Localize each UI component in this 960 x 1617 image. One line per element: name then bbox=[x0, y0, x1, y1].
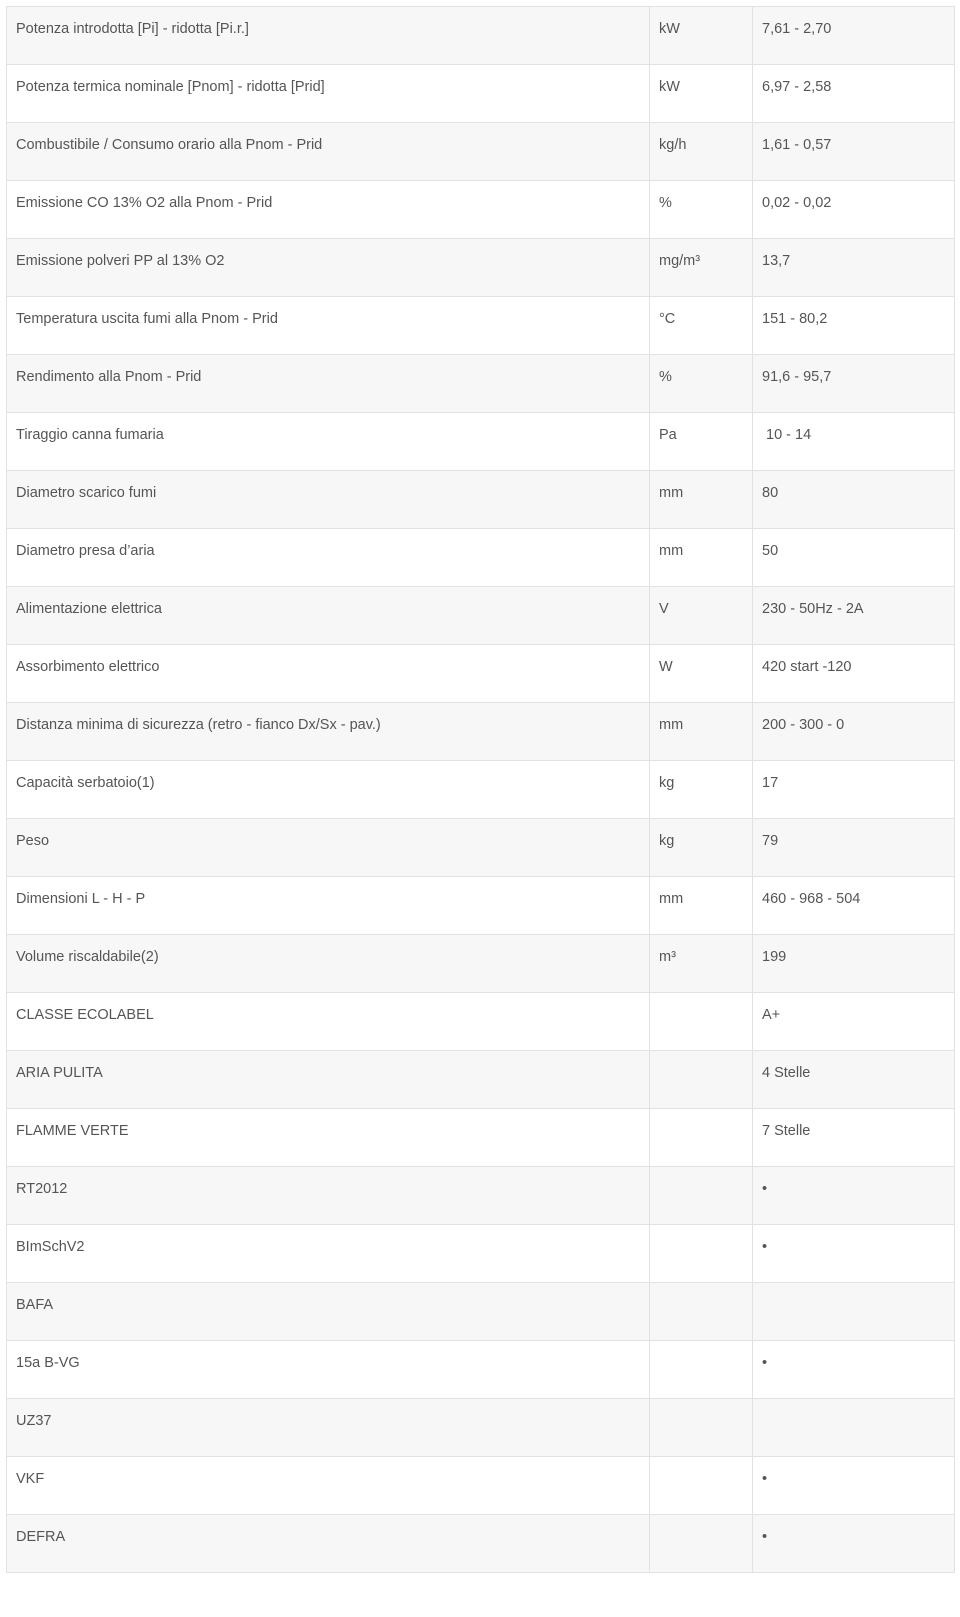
table-row bbox=[7, 645, 955, 703]
spec-unit bbox=[650, 1515, 753, 1573]
table-row bbox=[7, 1457, 955, 1515]
spec-table bbox=[6, 6, 955, 1573]
spec-value: 4 Stelle bbox=[753, 1051, 955, 1109]
table-row bbox=[7, 65, 955, 123]
spec-unit: V bbox=[650, 587, 753, 645]
spec-unit: °C bbox=[650, 297, 753, 355]
spec-value: 0,02 - 0,02 bbox=[753, 181, 955, 239]
spec-table-body bbox=[7, 7, 955, 1573]
spec-unit: kW bbox=[650, 65, 753, 123]
spec-unit: % bbox=[650, 355, 753, 413]
spec-unit: kW bbox=[650, 7, 753, 65]
spec-label: 15a B-VG bbox=[7, 1341, 650, 1399]
spec-label: Potenza introdotta [Pi] - ridotta [Pi.r.] bbox=[7, 7, 650, 65]
spec-value: • bbox=[753, 1225, 955, 1283]
spec-label: Peso bbox=[7, 819, 650, 877]
spec-label: Dimensioni L - H - P bbox=[7, 877, 650, 935]
table-row bbox=[7, 703, 955, 761]
spec-label: Diametro scarico fumi bbox=[7, 471, 650, 529]
spec-value: 17 bbox=[753, 761, 955, 819]
spec-label: Diametro presa d’aria bbox=[7, 529, 650, 587]
spec-value: 7 Stelle bbox=[753, 1109, 955, 1167]
spec-unit bbox=[650, 1051, 753, 1109]
spec-value: 1,61 - 0,57 bbox=[753, 123, 955, 181]
table-row bbox=[7, 761, 955, 819]
table-row bbox=[7, 529, 955, 587]
spec-unit: mm bbox=[650, 529, 753, 587]
spec-unit bbox=[650, 1225, 753, 1283]
spec-unit: % bbox=[650, 181, 753, 239]
spec-unit: mg/m³ bbox=[650, 239, 753, 297]
spec-unit: Pa bbox=[650, 413, 753, 471]
table-row bbox=[7, 1515, 955, 1573]
table-row bbox=[7, 123, 955, 181]
spec-value: 6,97 - 2,58 bbox=[753, 65, 955, 123]
table-row bbox=[7, 1225, 955, 1283]
spec-label: Volume riscaldabile(2) bbox=[7, 935, 650, 993]
spec-unit: kg bbox=[650, 819, 753, 877]
spec-label: DEFRA bbox=[7, 1515, 650, 1573]
spec-unit: kg/h bbox=[650, 123, 753, 181]
spec-unit bbox=[650, 1341, 753, 1399]
spec-label: Emissione polveri PP al 13% O2 bbox=[7, 239, 650, 297]
table-row bbox=[7, 819, 955, 877]
table-row bbox=[7, 181, 955, 239]
spec-value: 151 - 80,2 bbox=[753, 297, 955, 355]
spec-value: 7,61 - 2,70 bbox=[753, 7, 955, 65]
spec-unit bbox=[650, 1167, 753, 1225]
spec-value: 13,7 bbox=[753, 239, 955, 297]
spec-value: 91,6 - 95,7 bbox=[753, 355, 955, 413]
table-row bbox=[7, 471, 955, 529]
spec-label: VKF bbox=[7, 1457, 650, 1515]
spec-value: • bbox=[753, 1515, 955, 1573]
table-row bbox=[7, 7, 955, 65]
table-row bbox=[7, 413, 955, 471]
table-row bbox=[7, 239, 955, 297]
spec-label: Assorbimento elettrico bbox=[7, 645, 650, 703]
spec-label: Temperatura uscita fumi alla Pnom - Prid bbox=[7, 297, 650, 355]
spec-label: BImSchV2 bbox=[7, 1225, 650, 1283]
spec-unit bbox=[650, 1283, 753, 1341]
spec-value: 460 - 968 - 504 bbox=[753, 877, 955, 935]
spec-unit: mm bbox=[650, 877, 753, 935]
table-row bbox=[7, 1399, 955, 1457]
spec-label: Alimentazione elettrica bbox=[7, 587, 650, 645]
spec-label: Capacità serbatoio(1) bbox=[7, 761, 650, 819]
table-row bbox=[7, 993, 955, 1051]
spec-unit bbox=[650, 1109, 753, 1167]
spec-label: Tiraggio canna fumaria bbox=[7, 413, 650, 471]
spec-label: Distanza minima di sicurezza (retro - fianco Dx/Sx - pav.) bbox=[7, 703, 650, 761]
spec-value: 200 - 300 - 0 bbox=[753, 703, 955, 761]
spec-value: 80 bbox=[753, 471, 955, 529]
table-row bbox=[7, 587, 955, 645]
spec-unit: kg bbox=[650, 761, 753, 819]
table-row bbox=[7, 297, 955, 355]
spec-unit bbox=[650, 1457, 753, 1515]
spec-value: • bbox=[753, 1457, 955, 1515]
spec-value: A+ bbox=[753, 993, 955, 1051]
spec-value bbox=[753, 1283, 955, 1341]
spec-value: 420 start -120 bbox=[753, 645, 955, 703]
spec-label: Rendimento alla Pnom - Prid bbox=[7, 355, 650, 413]
spec-label: RT2012 bbox=[7, 1167, 650, 1225]
table-row bbox=[7, 1109, 955, 1167]
table-row bbox=[7, 1167, 955, 1225]
table-row bbox=[7, 1341, 955, 1399]
spec-value: • bbox=[753, 1341, 955, 1399]
spec-value: 79 bbox=[753, 819, 955, 877]
table-row bbox=[7, 1051, 955, 1109]
spec-label: FLAMME VERTE bbox=[7, 1109, 650, 1167]
spec-value bbox=[753, 1399, 955, 1457]
spec-label: Emissione CO 13% O2 alla Pnom - Prid bbox=[7, 181, 650, 239]
spec-value: 230 - 50Hz - 2A bbox=[753, 587, 955, 645]
spec-label: Combustibile / Consumo orario alla Pnom - Prid bbox=[7, 123, 650, 181]
spec-unit: m³ bbox=[650, 935, 753, 993]
spec-value: 10 - 14 bbox=[753, 413, 955, 471]
table-row bbox=[7, 355, 955, 413]
spec-unit: W bbox=[650, 645, 753, 703]
spec-value: 199 bbox=[753, 935, 955, 993]
spec-value: • bbox=[753, 1167, 955, 1225]
spec-value: 50 bbox=[753, 529, 955, 587]
spec-label: CLASSE ECOLABEL bbox=[7, 993, 650, 1051]
spec-label: BAFA bbox=[7, 1283, 650, 1341]
table-row bbox=[7, 1283, 955, 1341]
table-row bbox=[7, 935, 955, 993]
table-row bbox=[7, 877, 955, 935]
spec-label: Potenza termica nominale [Pnom] - ridotta [Prid] bbox=[7, 65, 650, 123]
spec-unit bbox=[650, 1399, 753, 1457]
spec-label: ARIA PULITA bbox=[7, 1051, 650, 1109]
spec-unit bbox=[650, 993, 753, 1051]
spec-label: UZ37 bbox=[7, 1399, 650, 1457]
spec-unit: mm bbox=[650, 471, 753, 529]
spec-unit: mm bbox=[650, 703, 753, 761]
